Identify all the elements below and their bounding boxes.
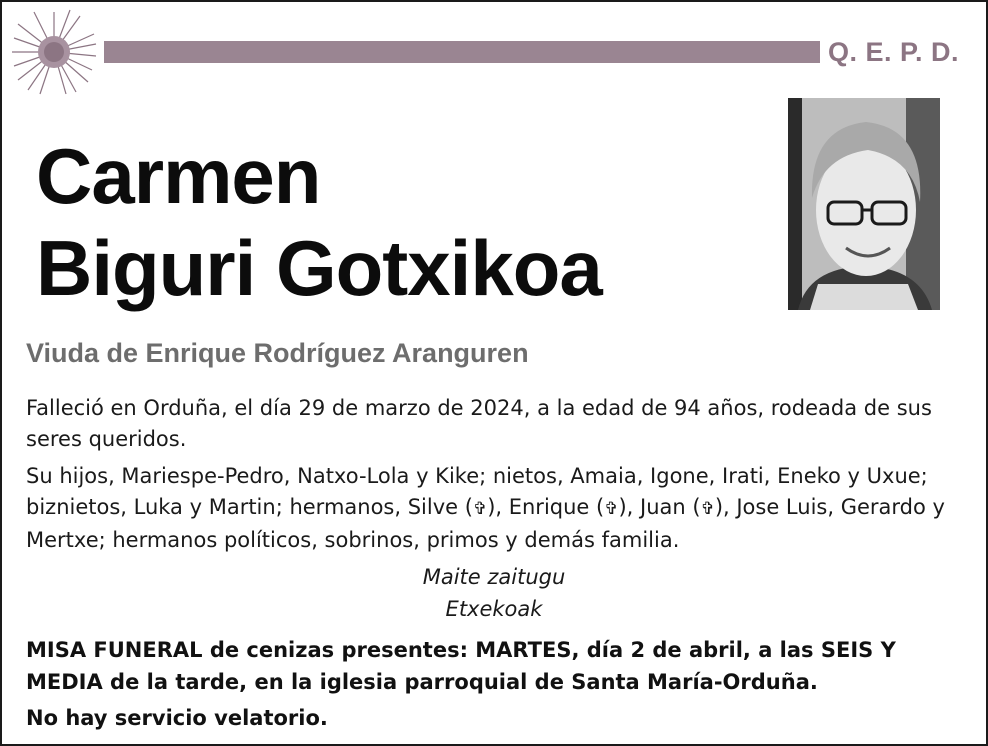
wake-info: No hay servicio velatorio. (26, 706, 328, 730)
qepd-title: Q. E. P. D. (828, 37, 960, 67)
first-name: Carmen (36, 132, 321, 220)
cross-icon: ✞ (604, 499, 619, 519)
dedication-line2: Etxekoak (445, 597, 543, 621)
header-bar (104, 41, 820, 63)
funeral-mass-info: MISA FUNERAL de cenizas presentes: MARTES, día 2 de abril, a las SEIS Y MEDIA de la tarde, en la iglesia parroquial de Santa María-Orduña. (26, 638, 896, 694)
dedication-line1: Maite zaitugu (422, 565, 566, 589)
death-notice: Falleció en Orduña, el día 29 de marzo de 2024, a la edad de 94 años, rodeada de sus seres queridos. (26, 396, 932, 451)
deceased-name (36, 130, 602, 314)
widow-line: Viuda de Enrique Rodríguez Aranguren (26, 338, 529, 368)
portrait-photo (788, 98, 940, 310)
cross-icon: ✞ (700, 499, 715, 519)
body-text (26, 393, 960, 562)
surnames: Biguri Gotxikoa (36, 224, 602, 312)
family-list: Su hijos, Mariespe-Pedro, Natxo-Lola y Kike; nietos, Amaia, Igone, Irati, Eneko y Uxue; biznietos, Luka y Martin; hermanos, Silve (✞), Enrique (✞), Juan (✞), Jose Luis, Gerardo y Mertxe; hermanos políticos, sobrinos, primos y demás familia. (26, 464, 945, 552)
cross-icon: ✞ (472, 499, 488, 519)
thistle-flower-icon (10, 8, 98, 96)
